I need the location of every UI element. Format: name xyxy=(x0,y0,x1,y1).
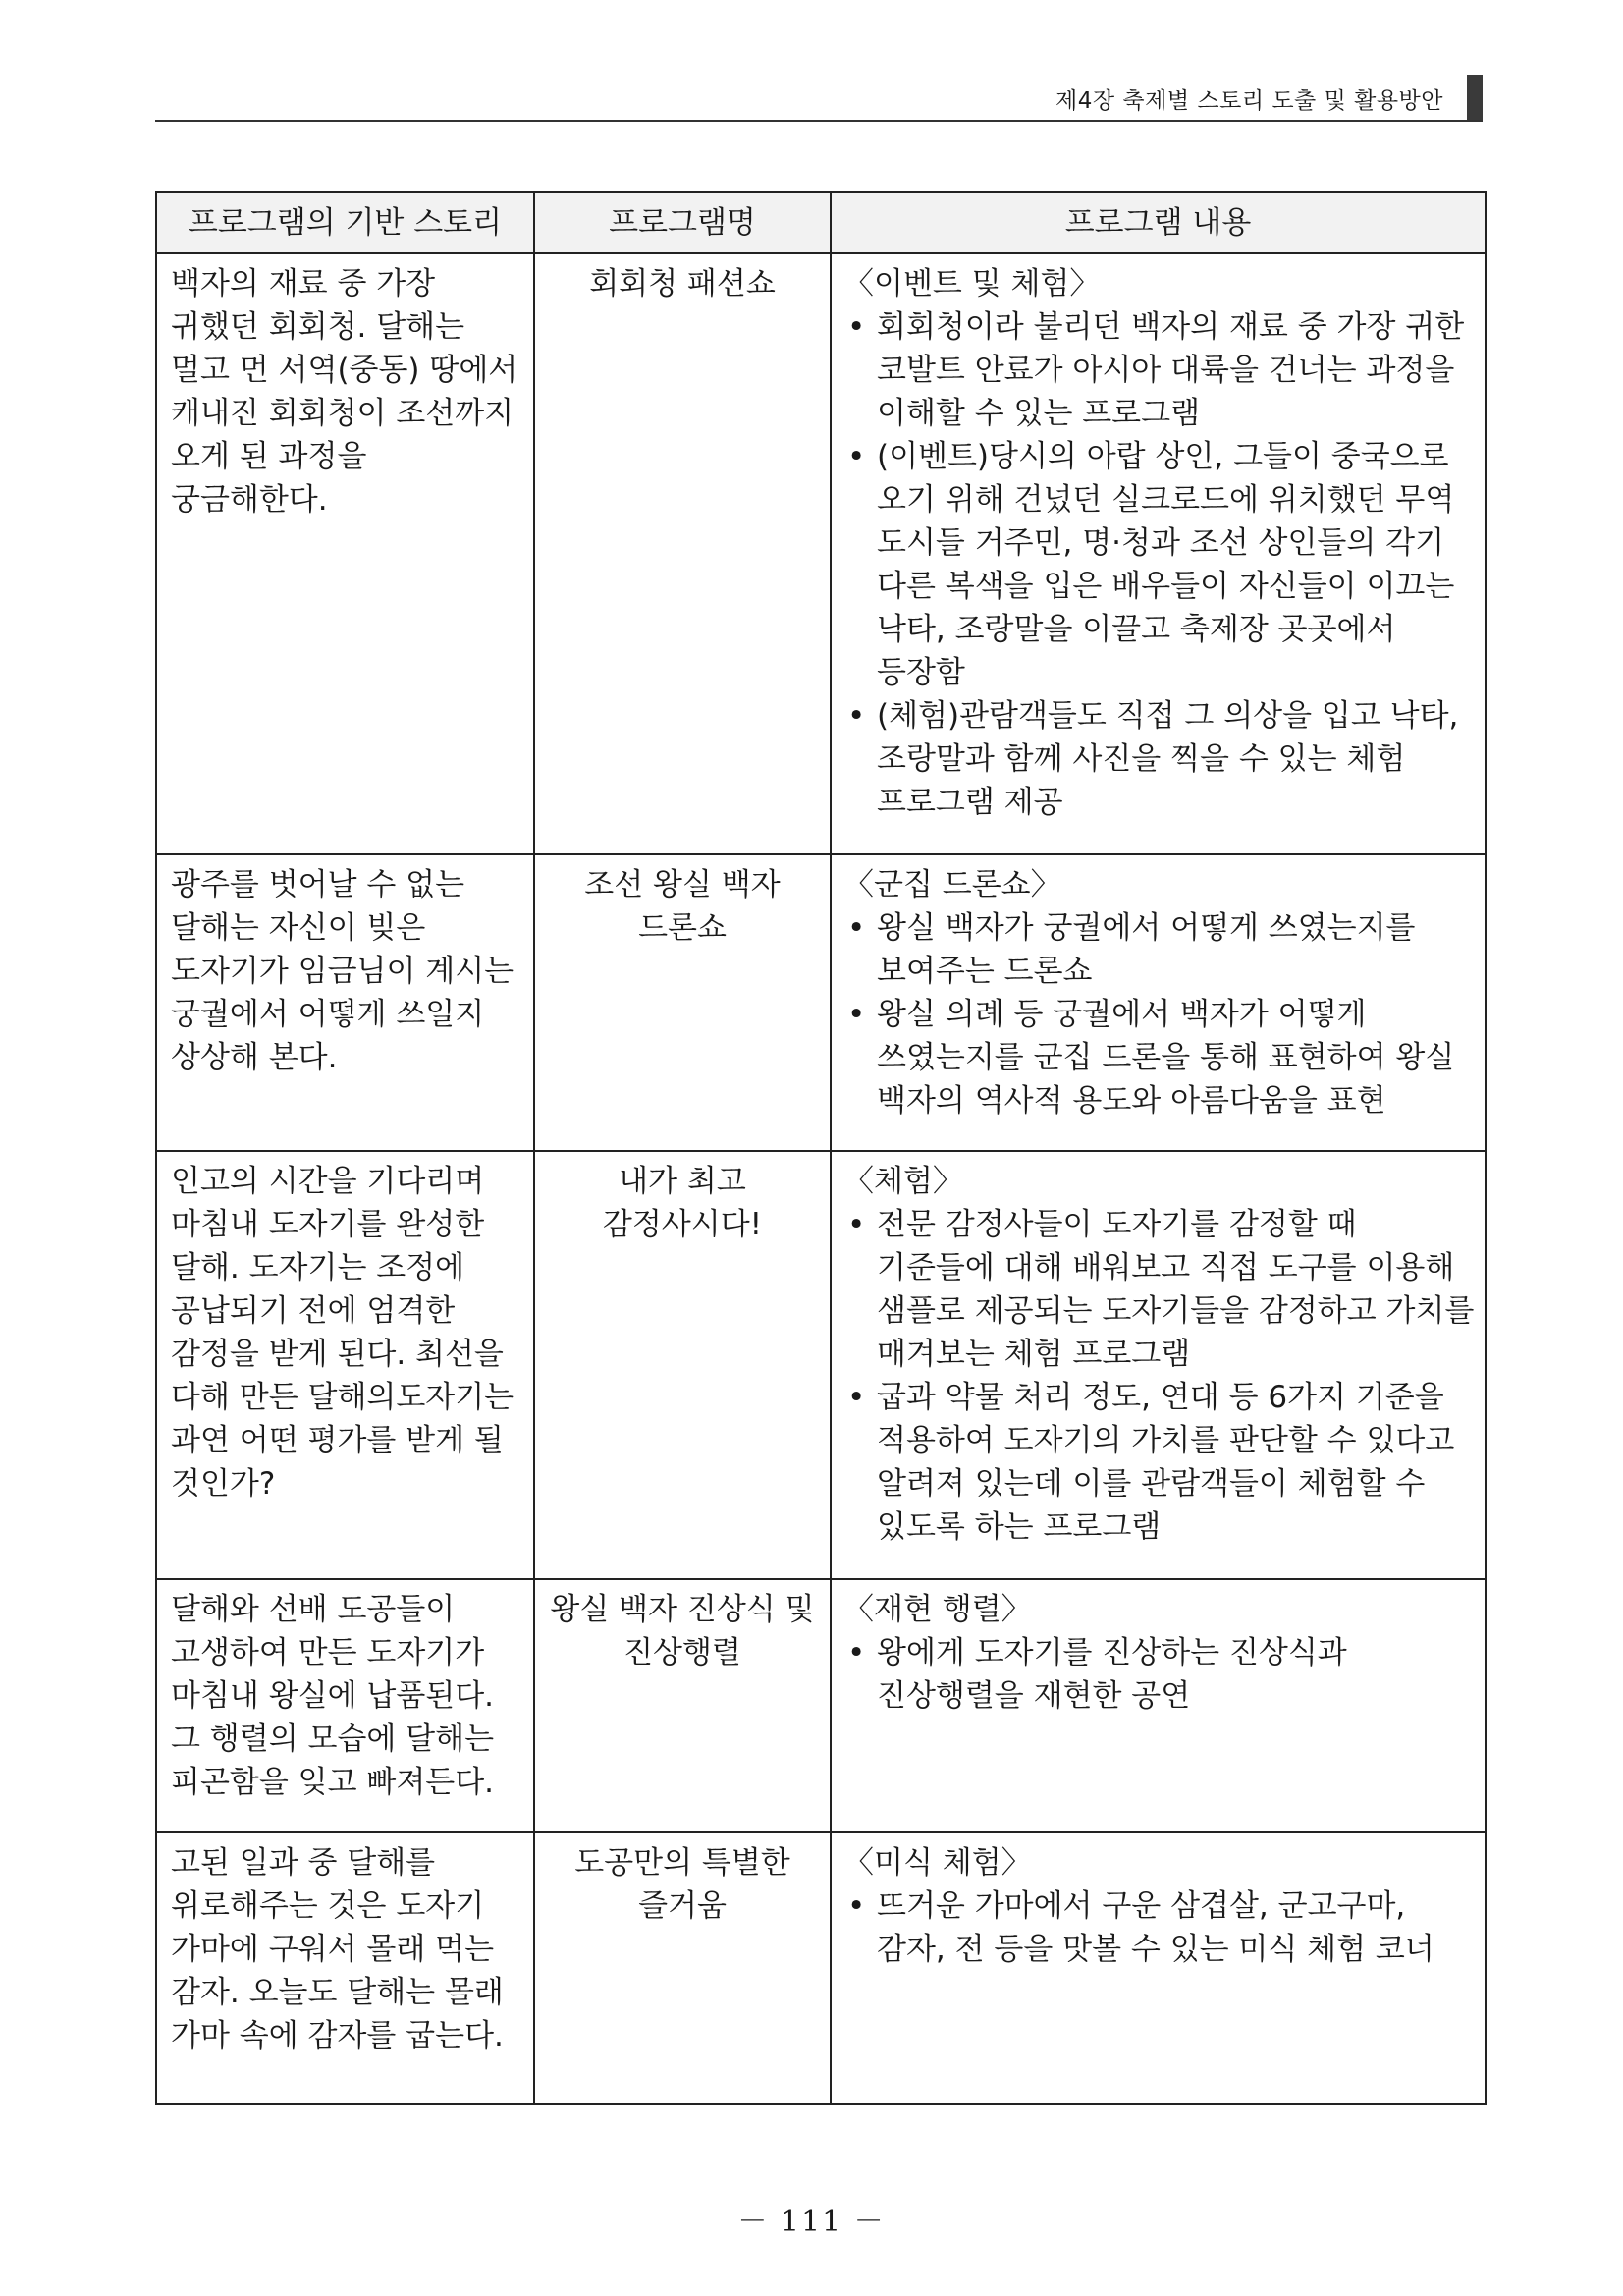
program-content-cell xyxy=(831,253,1486,854)
content-bullet: • 전문 감정사들이 도자기를 감정할 때 기준들에 대해 배워보고 직접 도구를 이용해 샘플로 제공되는 도자기들을 감정하고 가치를 매겨보는 체험 프로그램 xyxy=(843,1203,1477,1376)
header-program-content: 프로그램 내용 xyxy=(831,192,1486,253)
program-category: 〈이벤트 및 체험〉 xyxy=(843,266,1101,301)
header-marker-bar xyxy=(1467,75,1483,120)
program-content-cell xyxy=(831,854,1486,1151)
program-name-cell xyxy=(534,253,831,854)
content-bullet: • (체험)관람객들도 직접 그 의상을 입고 낙타, 조랑말과 함께 사진을 찍을 수 있는 체험 프로그램 제공 xyxy=(843,694,1477,824)
program-category: 〈체험〉 xyxy=(843,1164,963,1199)
program-name: 내가 최고 감정사시다! xyxy=(602,1164,763,1242)
story-text: 백자의 재료 중 가장 귀했던 회회청. 달해는 멀고 먼 서역(중동) 땅에서 캐내진 회회청이 조선까지 오게 된 과정을 궁금해한다. xyxy=(171,266,518,518)
program-name-cell xyxy=(534,1151,831,1579)
header-program-name: 프로그램명 xyxy=(534,192,831,253)
content-bullet: • 뜨거운 가마에서 구운 삼겹살, 군고구마, 감자, 전 등을 맛볼 수 있는 미식 체험 코너 xyxy=(843,1885,1477,1971)
table-row xyxy=(156,1579,1486,1832)
story-text: 인고의 시간을 기다리며 마침내 도자기를 완성한 달해. 도자기는 조정에 공납되기 전에 엄격한 감정을 받게 된다. 최선을 다해 만든 달해의도자기는 과연 어떤 평가를 받게 될 것인가? xyxy=(171,1164,514,1502)
content-bullet: • 회회청이라 불리던 백자의 재료 중 가장 귀한 코발트 안료가 아시아 대륙을 건너는 과정을 이해할 수 있는 프로그램 xyxy=(843,305,1477,435)
header-base-story: 프로그램의 기반 스토리 xyxy=(156,192,534,253)
program-content-cell xyxy=(831,1579,1486,1832)
story-cell xyxy=(156,1151,534,1579)
story-text: 고된 일과 중 달해를 위로해주는 것은 도자기 가마에 구워서 몰래 먹는 감자. 오늘도 달해는 몰래 가마 속에 감자를 굽는다. xyxy=(171,1845,504,2053)
program-category: 〈군집 드론쇼〉 xyxy=(843,867,1061,902)
page-number: － 111 － xyxy=(737,2205,886,2239)
program-category: 〈재현 행렬〉 xyxy=(843,1592,1032,1627)
table-row xyxy=(156,1832,1486,2104)
program-name: 왕실 백자 진상식 및 진상행렬 xyxy=(550,1592,815,1670)
content-bullet: • (이벤트)당시의 아랍 상인, 그들이 중국으로 오기 위해 건넜던 실크로드에 위치했던 무역 도시들 거주민, 명·청과 조선 상인들의 각기 다른 복색을 입은 배우들이 자신들이 이끄는 낙타, 조랑말을 이끌고 축제장 곳곳에서 등장함 xyxy=(843,435,1477,694)
story-text: 광주를 벗어날 수 없는 달해는 자신이 빚은 도자기가 임금님이 계시는 궁궐에서 어떻게 쓰일지 상상해 본다. xyxy=(171,867,514,1075)
content-bullet: • 왕실 의례 등 궁궐에서 백자가 어떻게 쓰였는지를 군집 드론을 통해 표현하여 왕실 백자의 역사적 용도와 아름다움을 표현 xyxy=(843,993,1477,1122)
program-name-cell xyxy=(534,854,831,1151)
story-cell xyxy=(156,1832,534,2104)
program-content-cell xyxy=(831,1832,1486,2104)
program-name: 회회청 패션쇼 xyxy=(589,266,776,301)
story-cell xyxy=(156,1579,534,1832)
table-row xyxy=(156,854,1486,1151)
program-name-cell xyxy=(534,1579,831,1832)
story-cell xyxy=(156,854,534,1151)
table-row xyxy=(156,253,1486,854)
content-bullet: • 왕실 백자가 궁궐에서 어떻게 쓰였는지를 보여주는 드론쇼 xyxy=(843,906,1477,993)
story-cell xyxy=(156,253,534,854)
running-header-title: 제4장 축제별 스토리 도출 및 활용방안 xyxy=(1055,88,1443,114)
content-bullet: • 왕에게 도자기를 진상하는 진상식과 진상행렬을 재현한 공연 xyxy=(843,1631,1477,1718)
program-story-table xyxy=(155,191,1487,2105)
running-header xyxy=(155,69,1483,122)
program-content-cell xyxy=(831,1151,1486,1579)
program-name-cell xyxy=(534,1832,831,2104)
table-row xyxy=(156,1151,1486,1579)
content-bullet: • 굽과 약물 처리 정도, 연대 등 6가지 기준을 적용하여 도자기의 가치를 판단할 수 있다고 알려져 있는데 이를 관람객들이 체험할 수 있도록 하는 프로그램 xyxy=(843,1376,1477,1549)
table-header-row xyxy=(156,192,1486,253)
program-name: 도공만의 특별한 즐거움 xyxy=(574,1845,790,1924)
story-text: 달해와 선배 도공들이 고생하여 만든 도자기가 마침내 왕실에 납품된다. 그 행렬의 모습에 달해는 피곤함을 잊고 빠져든다. xyxy=(171,1592,495,1800)
program-name: 조선 왕실 백자 드론쇼 xyxy=(584,867,781,946)
program-category: 〈미식 체험〉 xyxy=(843,1845,1032,1881)
